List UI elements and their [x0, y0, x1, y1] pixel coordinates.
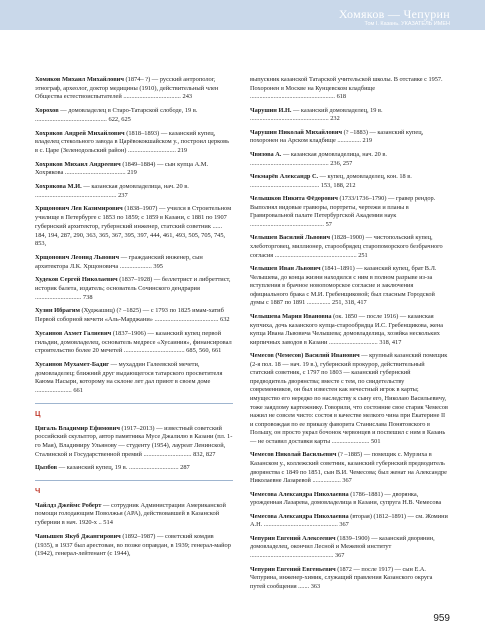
- index-entry: [250, 513, 448, 530]
- entry-name: Челышев Василий Львович: [250, 234, 331, 242]
- entry-description: (1837–1928) — беллетрист и либреттист, историк балета, издатель; основатель Сочинского дендрария ............................. 738: [35, 276, 231, 301]
- index-entry: [250, 151, 448, 168]
- entry-list-kh: [35, 76, 233, 396]
- entry-description: (1849–1884) — сын купца А.М. Хохрякова ...................................... 219: [35, 160, 209, 177]
- entry-description: — крупный казанский помещик (2-я пол. 18 — нач. 19 в.), губернский прокурор, действительный статский советник, с 1797 по 1803 — казанский губернский предводитель дворянства; вместе с тем, по свидетельству современников, он был известен как нечестный игрок в карты; имущество его нередко по наследству к сыну его, Николаю Васильевичу, тоже заядлому картежнику. Говорили, что состояние свое старик Чемесов нажил не совсем чисто: состоя в качестве мелкого чина при Екатерине II и сопровождая по ее приказу фаворита Станислава Понятовского в Польшу, он просто украл бочонок червонцев и поспешил с ним в Казань — не оставил доставки карты ........................ 501: [250, 352, 448, 445]
- entry-name: Чепурин Евгений Евгеньевич: [250, 565, 336, 573]
- entry-description: (ок. 1850 — после 1916) — казанская купчиха, дочь казанского купца-старообрядца И.С. Гребенщикова, жена купца Ивана Львовича Челышева; домовладелица, хозяйка нескольких кирпичных заводов в Казани ............................... 318, 417: [250, 312, 443, 346]
- index-entry: [250, 313, 448, 347]
- index-entry: [250, 352, 448, 446]
- entry-name: Чемесов Николай Васильевич: [250, 451, 337, 459]
- entry-description: (1917–2013) — известный советский российский скульптор, автор памятника Мусе Джалилю в Казани (пл. 1-го Мая), Владимиру Ульянову — студенту (1954), лауреат Ленинской, Сталинской и Государственной премий .............................. 832, 827: [35, 424, 233, 458]
- entry-description: — купец, домовладелец, кон. 18 в. ............................................ 153, 188, 212: [250, 173, 412, 189]
- entry-description: (? –1883) — казанский купец, похоронен на Арском кладбище ............... 219: [250, 128, 424, 145]
- entry-description: — казанский купец, 19 в. ............................... 287: [57, 464, 190, 472]
- entry-description: (1872 — после 1917) — сын Е.А. Чепурина, инженер-химик, служащий правления Казанского округа путей сообщения ....... 363: [250, 565, 433, 590]
- entry-description: (вторая) (1812–1891) — см. Жомини А.Н. ............................................... 367: [250, 512, 448, 529]
- entry-name: Чарушин И.Н.: [250, 106, 292, 114]
- index-entry: [250, 76, 448, 102]
- entry-description: (Худжашиц) (? –1825) — с 1793 по 1825 имам-хатиб Первой соборной мечети «Аль-Марджани» ........................................ 632: [35, 307, 230, 324]
- entry-description: — домовладелец в Старо-Татарской слободе, 19 в. ............................................. 622, 625: [35, 107, 198, 123]
- entry-description: (1818–1893) — казанский купец, владелец стекольного завода в Царёвококшайском у., построил церковь в с. Царе (Зеленодольский район) .............................. 219: [35, 129, 230, 154]
- entry-description: (1733/1736–1790) — гравер рендор. Выполнял видовые гравюры, портреты, чертежи и планы в Гравировальной палате Петербургской Академии наук ............................................... 57: [250, 195, 436, 228]
- entry-name: Челышев Иван Львович: [250, 265, 321, 273]
- index-entry: [250, 566, 448, 592]
- entry-description: — казанская домовладелица, нач. 20 в. .................................................. 236, 257: [250, 150, 387, 167]
- entry-description: (? –1885) — помещик с. Мурзиха в Казанском у., коллежский советник, казанский губернский предводитель дворянства с 1849 по 1851, сын В.И. Чемесова; был женат на Александре Николаевне Лазаревой .................. 367: [250, 451, 447, 485]
- index-entry: [35, 330, 233, 356]
- section-letter: Ц: [35, 408, 41, 418]
- entry-description: (1786–1881) — дворянка, урожденная Лазарева, домовладелица в Казани, супруга Н.В. Чемесова: [250, 490, 442, 507]
- index-entry: [250, 129, 448, 146]
- entry-list-ch-continued: [250, 76, 448, 591]
- entry-name: Хрщонович Леонид Львович: [35, 253, 120, 261]
- index-entry: [35, 130, 233, 156]
- index-entry: [35, 307, 233, 324]
- entry-name: Чемесов (Чемесов) Василий Иванович: [250, 352, 360, 360]
- index-entry: [250, 173, 448, 190]
- entry-name: Хохряков Андрей Михайлович: [35, 129, 125, 137]
- index-entry: [35, 276, 233, 302]
- entry-name: Чвизова А.: [250, 150, 282, 158]
- running-header-subtitle: Том I. Казань. УКАЗАТЕЛЬ ИМЕН: [364, 21, 450, 27]
- letter-section-ts: [35, 403, 233, 473]
- index-entry: [250, 451, 448, 485]
- section-letter: Ч: [35, 486, 41, 496]
- entry-name: Чайлдз Джеймс Роберт: [35, 501, 102, 509]
- index-entry: [250, 107, 448, 124]
- entry-description: (1828–1900) — чистопольский купец, хлеботорговец, миллионер, старообрядец старопоморского безбрачного согласия .................................................... 251: [250, 234, 443, 259]
- index-entry: [35, 107, 233, 124]
- index-entry: [35, 161, 233, 178]
- index-entry: [35, 183, 233, 200]
- entry-description: (1838–1907) — учился в Строительном училище в Петербурге с 1853 по 1859; с 1859 в Казани, с 1881 по 1907 губернский архитектор, губернский инженер, статский советник ...... 184, 194, 287, 290, 363, 365, 367, 395, 397, 444, 461, 493, 505, 705, 745, 853,: [35, 205, 232, 248]
- entry-name: Хузин Ибрагим: [35, 307, 80, 315]
- running-header-title: Хомяков — Чепурин: [338, 7, 450, 21]
- index-entry: [35, 533, 233, 559]
- entry-name: Челышков Никита Фёдорович: [250, 195, 338, 203]
- entry-list-ts: [35, 425, 233, 474]
- entry-name: Хусаинов Ахмет Галиевич: [35, 329, 112, 337]
- index-entry: [250, 491, 448, 508]
- entry-description: — гражданский инженер, сын архитектора Л.К. Хрщоновича .................... 395: [35, 253, 203, 270]
- running-header: [0, 0, 485, 30]
- entry-name: Худеков Сергей Николаевич: [35, 276, 118, 284]
- index-entry: [250, 234, 448, 260]
- entry-name: Чекмарёв Александр С.: [250, 173, 319, 181]
- index-entry: [250, 195, 448, 229]
- index-entry: [35, 425, 233, 460]
- entry-description: — сотрудник Администрации Американской помощи голодающим Поволжья (АРА), действовавшей в Казанской губернии в нач. 1920-х .. 514: [35, 501, 226, 527]
- index-entry: [35, 361, 233, 396]
- entry-description: (1839–1900) — казанский дворянин, домовладелец, окончил Лесной и Межевой институт ..................................................... 367: [250, 534, 435, 559]
- entry-name: Чарушин Николай Михайлович: [250, 128, 343, 136]
- entry-name: Хорохов: [35, 107, 59, 115]
- entry-name: Хомяков Михаил Михайлович: [35, 76, 124, 83]
- page-number: 959: [433, 613, 450, 624]
- index-entry: [35, 464, 233, 473]
- entry-name: Хохряков Михаил Андреевич: [35, 160, 121, 168]
- entry-description: — казанская домовладелица, нач. 20 в. ................................................... 237: [35, 183, 189, 199]
- entry-name: Цызбов: [35, 464, 58, 472]
- entry-description: (1892–1987) — советский комдив (1935), в 1937 был арестован, во позже оправдан, в 1939; генерал-майор (1942), генерал-лейтенант (с 1944),: [35, 532, 231, 558]
- entry-list-ch: [35, 502, 233, 559]
- letter-section-ch: [35, 480, 233, 559]
- entry-description: — мухаддин Галеевской мечети, домовладелец; ближний друг выдающегося татарского просветителя Каюма Насыри, которому на склоне лет дал приют в своем доме ....................... 661: [35, 360, 223, 395]
- entry-description: выпускник казанской Татарской учительской школы. В отставке с 1957. Похоронен в Москве на Кунцевском кладбище ...................................................... 618: [250, 76, 443, 101]
- entry-description: (1874– ?) — русский антрополог, этнограф, археолог, доктор медицины (1910), действительный член Общества естествоиспытателей .................................... 243: [35, 76, 219, 101]
- index-entry: [250, 535, 448, 561]
- entry-name: Цигаль Владимир Ефимович: [35, 424, 120, 432]
- entry-description: (1841–1891) — казанский купец, брат В.Л. Челышева, до конца жизни находился с ним в полном разрыве из-за вступления в брачное новопоморское согласие и заключения официального брака с М.И. Гребенщиковой; был гласным Городской думы с 1887 по 1891 ............... 251, 318, 417: [250, 265, 437, 307]
- index-entry: [250, 265, 448, 308]
- entry-description: (1837–1906) — казанский купец первой гильдии, домовладелец, основатель медресе «Хусаиния», финансировал строительство более 20 мечетей ...................................... 685, 560, 661: [35, 329, 232, 355]
- index-entry: [35, 254, 233, 271]
- index-entry: [35, 76, 233, 102]
- entry-name: Хохрякова М.И.: [35, 183, 82, 191]
- entry-name: Чанышев Якуб Джангирович: [35, 532, 121, 540]
- entry-name: Чемесова Александра Николаевна: [250, 512, 349, 520]
- index-entry: [35, 502, 233, 528]
- entry-name: Хрщонович Лев Казимирович: [35, 205, 123, 213]
- left-column: [35, 76, 233, 566]
- entry-description: — казанский домовладелец, 19 в. .................................................. 232: [250, 106, 383, 123]
- entry-name: Челышева Мария Ивановна: [250, 312, 332, 320]
- entry-name: Чемесова Александра Николаевна: [250, 490, 349, 498]
- entry-name: Чепурин Евгений Алексеевич: [250, 534, 336, 542]
- index-entry: [35, 205, 233, 249]
- right-column: [250, 76, 448, 596]
- entry-name: Хусаинов Мухамет-Бадиг: [35, 360, 110, 368]
